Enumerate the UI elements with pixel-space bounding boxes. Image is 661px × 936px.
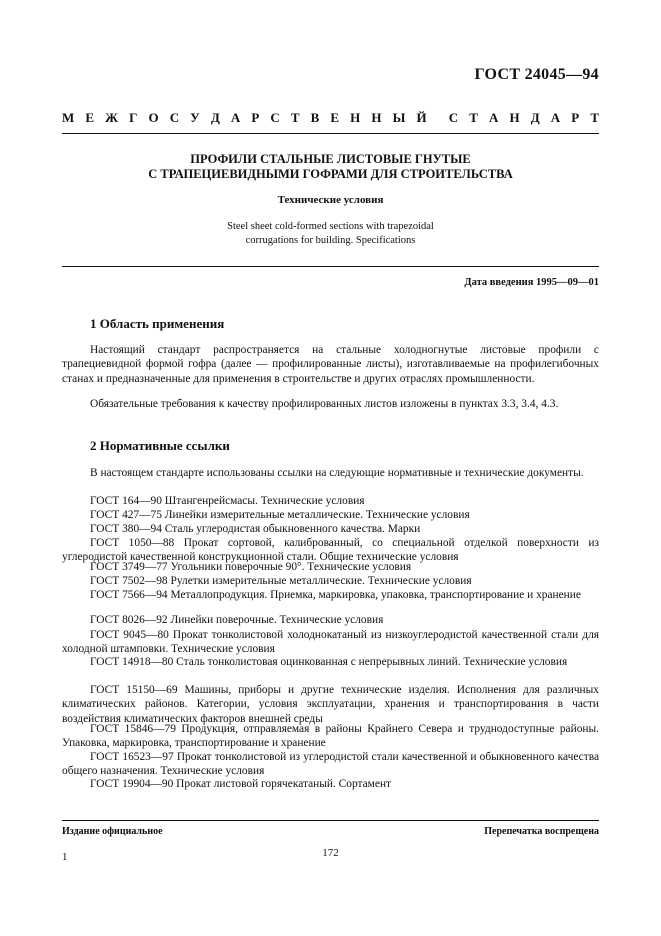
- interstate-letter: В: [310, 110, 320, 125]
- reference-item: ГОСТ 8026—92 Линейки поверочные. Технические условия: [90, 614, 384, 626]
- interstate-letter: О: [148, 110, 159, 125]
- section-2-intro: В настоящем стандарте использованы ссылки на следующие нормативные и технические документы.: [90, 467, 584, 479]
- section-1-paragraph-1: Настоящий стандарт распространяется на стальные холодногнутые листовые профили с трапециевидной формой гофра (далее — профилированные листы), изготавливаемые на профилегибочных станах и предназначенные для применения в строительстве и других отраслях промышленности.: [62, 344, 599, 385]
- reference-item: ГОСТ 9045—80 Прокат тонколистовой холоднокатаный из низкоуглеродистой качественной стали для холодной штамповки. Технические условия: [62, 629, 599, 656]
- interstate-letter: Н: [350, 110, 361, 125]
- reference-item: ГОСТ 19904—90 Прокат листовой горячекатаный. Сортамент: [90, 778, 392, 790]
- interstate-letter: Й: [416, 110, 427, 125]
- english-title-line-2: corrugations for building. Specifications: [245, 235, 416, 246]
- sheet-number: 1: [62, 851, 68, 863]
- section-1-paragraph-2: Обязательные требования к качеству профилированных листов изложены в пунктах 3.3, 3.4, 4.3.: [90, 398, 559, 410]
- interstate-letter: А: [489, 110, 499, 125]
- title-line-1: ПРОФИЛИ СТАЛЬНЫЕ ЛИСТОВЫЕ ГНУТЫЕ: [190, 152, 471, 166]
- reference-item: ГОСТ 15150—69 Машины, приборы и другие технические изделия. Исполнения для различных климатических районов. Категории, условия эксплуатации, хранения и транспортирования в части воздействия климатических факторов внешней среды: [62, 684, 599, 725]
- reference-item: ГОСТ 164—90 Штангенрейсмасы. Технические условия: [90, 495, 365, 507]
- reference-item: ГОСТ 15846—79 Продукция, отправляемая в районы Крайнего Севера и труднодоступные районы. Упаковка, маркировка, транспортирование и хранение: [62, 723, 599, 750]
- interstate-letter: Д: [530, 110, 540, 125]
- english-title: [62, 220, 599, 248]
- english-title-line-1: Steel sheet cold-formed sections with trapezoidal: [227, 221, 434, 232]
- reference-item: ГОСТ 427—75 Линейки измерительные металлические. Технические условия: [90, 509, 470, 521]
- reference-item: ГОСТ 1050—88 Прокат сортовой, калиброванный, со специальной отделкой поверхности из углеродистой качественной конструкционной стали. Общие технические условия: [62, 537, 599, 564]
- reference-item: ГОСТ 14918—80 Сталь тонколистовая оцинкованная с непрерывных линий. Технические условия: [90, 656, 568, 668]
- interstate-letter: Т: [290, 110, 300, 125]
- document-title: [62, 152, 599, 182]
- interstate-letter: С: [448, 110, 459, 125]
- document-code: ГОСТ 24045—94: [474, 66, 599, 83]
- introduction-date: Дата введения 1995—09—01: [464, 277, 599, 288]
- bottom-rule: [62, 820, 599, 821]
- interstate-letter: А: [550, 110, 561, 125]
- interstate-letter: Д: [210, 110, 220, 125]
- reference-item: ГОСТ 7566—94 Металлопродукция. Приемка, маркировка, упаковка, транспортирование и хранение: [90, 589, 581, 601]
- interstate-letter: М: [62, 110, 75, 125]
- interstate-letter: Г: [129, 110, 138, 125]
- document-subtitle: Технические условия: [277, 194, 384, 206]
- interstate-letter: Т: [590, 110, 599, 125]
- official-edition-note: Издание официальное: [62, 826, 163, 837]
- reprint-prohibited-note: Перепечатка воспрещена: [484, 826, 599, 837]
- reference-item: ГОСТ 16523—97 Прокат тонколистовой из углеродистой стали качественной и обыкновенного качества общего назначения. Технические условия: [62, 751, 599, 778]
- interstate-letter: С: [270, 110, 280, 125]
- section-2-heading: 2 Нормативные ссылки: [90, 438, 230, 453]
- interstate-letter: А: [230, 110, 241, 125]
- interstate-letter: Е: [85, 110, 95, 125]
- page-number: 172: [322, 847, 339, 859]
- interstate-standard-banner: [62, 110, 599, 126]
- interstate-letter: Н: [509, 110, 520, 125]
- reference-item: ГОСТ 7502—98 Рулетки измерительные металлические. Технические условия: [90, 575, 472, 587]
- interstate-letter: С: [169, 110, 180, 125]
- reference-item: ГОСТ 380—94 Сталь углеродистая обыкновенного качества. Марки: [90, 523, 421, 535]
- interstate-letter: Р: [251, 110, 260, 125]
- section-1-heading: 1 Область применения: [90, 316, 225, 331]
- interstate-letter: Р: [571, 110, 580, 125]
- interstate-letter: Н: [371, 110, 382, 125]
- interstate-letter: Е: [330, 110, 340, 125]
- middle-rule: [62, 266, 599, 267]
- interstate-letter: Ж: [105, 110, 118, 125]
- interstate-letter: Т: [469, 110, 478, 125]
- title-line-2: С ТРАПЕЦИЕВИДНЫМИ ГОФРАМИ ДЛЯ СТРОИТЕЛЬСТВА: [148, 167, 513, 181]
- interstate-letter: Ы: [392, 110, 406, 125]
- top-rule: [62, 133, 599, 134]
- reference-item: ГОСТ 3749—77 Угольники поверочные 90°. Технические условия: [90, 561, 412, 573]
- interstate-letter: У: [190, 110, 200, 125]
